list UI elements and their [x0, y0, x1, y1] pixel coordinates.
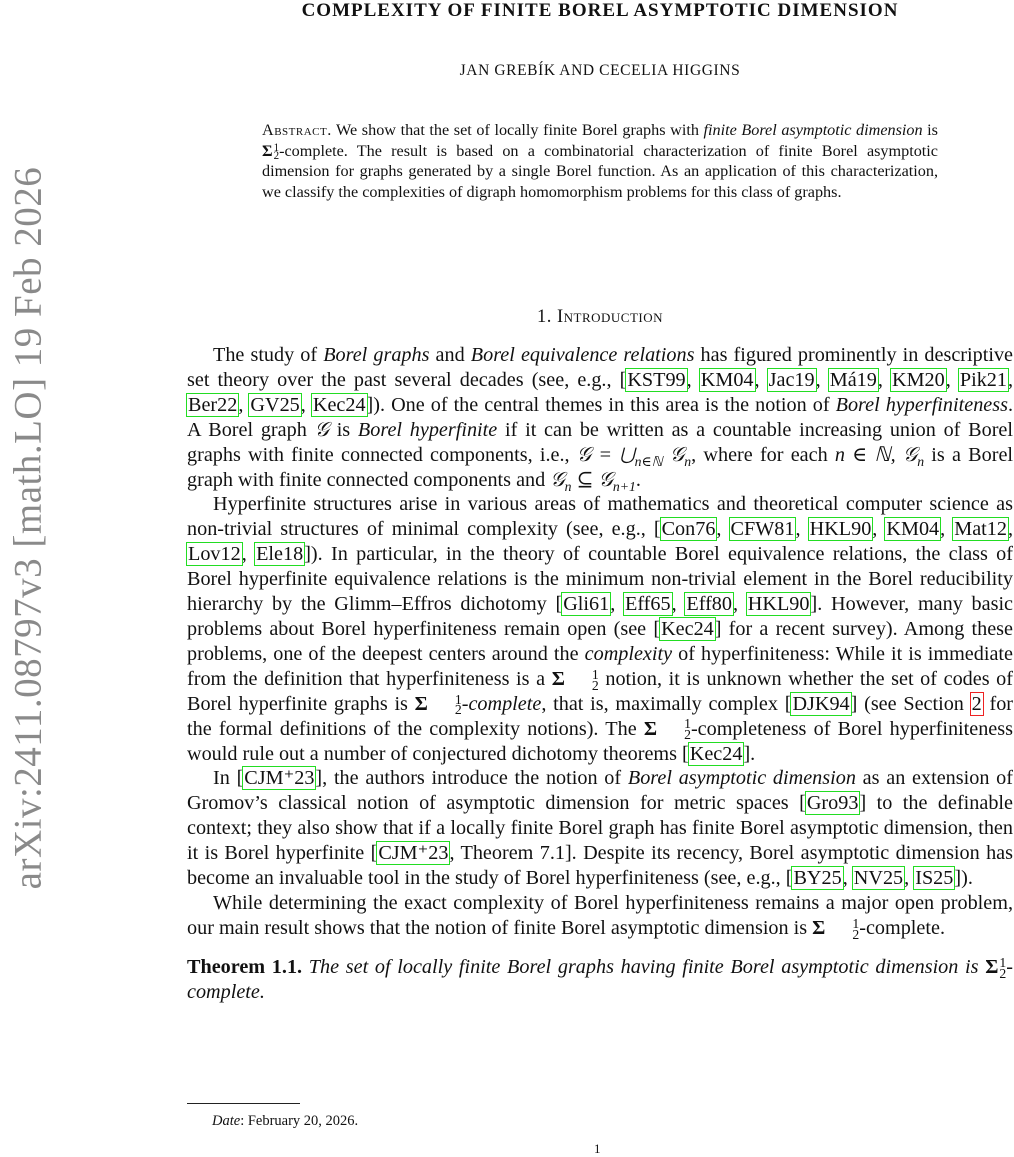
- paragraph: [187, 492, 1013, 766]
- segment: [1008, 518, 1013, 540]
- text-run: ,: [241, 543, 256, 566]
- citation-link[interactable]: Gli61: [563, 593, 610, 616]
- subscript: n∈ℕ: [634, 453, 663, 469]
- segment: [672, 593, 686, 615]
- theorem-1-1: [187, 955, 1013, 1005]
- sigma-symbol: Σ: [414, 692, 428, 715]
- citation-link[interactable]: Ber22: [188, 393, 238, 416]
- text-run: ]. However, many basic problems about Borel hyperfiniteness remain open (see [: [187, 593, 1014, 640]
- subscript: n+1: [612, 478, 636, 494]
- text-run: and: [429, 344, 471, 366]
- subscript: 2: [852, 926, 860, 942]
- emphasis-text: 𝒢: [662, 443, 685, 466]
- segment: [187, 394, 238, 416]
- text-run: for the formal definitions of the complexity notions). The: [187, 692, 1014, 740]
- sup-sub: [429, 691, 462, 718]
- sigma-symbol: Σ: [551, 667, 565, 690]
- citation-link[interactable]: Kec24: [689, 742, 743, 765]
- segment: [1008, 369, 1013, 391]
- subscript: n: [917, 453, 925, 469]
- segment: [662, 443, 692, 469]
- segment: [687, 369, 700, 391]
- segment: [954, 867, 973, 889]
- citation-link[interactable]: HKL90: [747, 593, 810, 616]
- text-run: While determining the exact complexity of Borel hyperfiniteness remains a major open problem, our main result shows that the notion of finite Borel asymptotic dimension is: [187, 891, 1013, 939]
- citation-link[interactable]: IS25: [915, 867, 954, 890]
- superscript: 1: [273, 141, 280, 154]
- segment: [689, 743, 744, 765]
- text-run: The study of: [213, 344, 324, 366]
- emphasis-text: The set of locally finite Borel graphs having finite Borel asymptotic dimension is: [302, 955, 986, 978]
- text-run: ] (see Section: [850, 692, 971, 715]
- subscript: 2: [273, 150, 280, 163]
- segment: [626, 369, 686, 391]
- text-run: ] to the definable context; they also show that if a locally finite Borel graph has finite Borel asymptotic dimension, then it is Borel hyperfinite [: [187, 792, 1013, 865]
- citation-link[interactable]: CJM⁺23: [244, 767, 315, 790]
- paragraph: [187, 891, 1013, 941]
- segment: [213, 767, 243, 789]
- section-heading-introduction: 1. Introduction: [536, 307, 664, 327]
- segment: [262, 121, 332, 139]
- citation-link[interactable]: Kec24: [661, 617, 714, 640]
- segment: [743, 743, 755, 765]
- segment: [704, 121, 923, 139]
- segment: [315, 767, 627, 789]
- segment: [238, 394, 249, 416]
- subscript: n: [684, 453, 692, 469]
- emphasis-text: ⊆ 𝒢: [571, 468, 613, 491]
- text-run: -complete. The result is based on a combinatorial characterization of finite Borel asymptotic dimension for graphs generated by a single Borel function. As an application of this characterization, we classify the complexities of digraph homomorphism problems for this class of graphs.: [262, 141, 938, 201]
- citation-link[interactable]: KM04: [700, 368, 754, 391]
- segment: [904, 867, 914, 889]
- superscript: 1: [591, 666, 599, 682]
- segment: [795, 518, 808, 540]
- segment: [806, 792, 860, 814]
- paragraph: [187, 766, 1013, 891]
- segment: [730, 518, 796, 540]
- citation-link[interactable]: Eff65: [624, 593, 671, 616]
- segment: [262, 141, 280, 163]
- segment: [851, 693, 971, 715]
- text-run: ,: [733, 593, 747, 616]
- segment: [953, 518, 1008, 540]
- footnote-text: : February 20, 2026.: [240, 1113, 359, 1129]
- text-run: ,: [300, 393, 312, 416]
- segment: [468, 693, 541, 715]
- main-text: [187, 343, 1013, 1005]
- segment: [885, 518, 940, 540]
- text-run: as an extension of Gromov’s classical notion of asymptotic dimension for metric spaces [: [187, 767, 1013, 815]
- citation-link[interactable]: Má19: [829, 368, 877, 391]
- segment: [550, 468, 572, 494]
- text-run: if it can be written as a countable increasing union of Borel graphs with finite connected components, i.e.,: [187, 418, 1013, 466]
- text-run: In [: [213, 767, 244, 790]
- sigma-symbol: Σ: [643, 717, 658, 740]
- segment: [940, 518, 953, 540]
- emphasis-text: Borel hyperfiniteness: [835, 393, 1008, 416]
- segment: [187, 956, 302, 978]
- paper-authors: JAN GREBÍK AND CECELIA HIGGINS: [459, 62, 741, 79]
- segment: [812, 915, 860, 942]
- text-run: ,: [238, 393, 250, 416]
- sup-sub: [566, 666, 599, 693]
- segment: [323, 344, 429, 366]
- text-run: has figured prominently in descriptive set theory over the past several decades (see, e.g., [: [187, 344, 1013, 391]
- segment: [829, 369, 878, 391]
- segment: [315, 419, 329, 441]
- segment: [891, 369, 946, 391]
- text-run: ,: [1007, 518, 1014, 541]
- segment: [571, 468, 636, 494]
- segment: [843, 867, 853, 889]
- sigma-symbol: Σ: [812, 916, 826, 939]
- text-run: -complete.: [859, 916, 945, 939]
- paragraph: [187, 343, 1013, 492]
- segment: [541, 693, 791, 715]
- citation-link[interactable]: Lov12: [188, 543, 241, 566]
- citation-link[interactable]: DJK94: [792, 692, 850, 715]
- segment: [834, 443, 925, 469]
- text-run: notion, it is unknown whether the set of codes of Borel hyperfinite graphs is: [187, 667, 1013, 715]
- text-run: ,: [754, 368, 768, 391]
- segment: [685, 593, 733, 615]
- citation-link[interactable]: KST99: [627, 368, 686, 391]
- citation-link[interactable]: Eff80: [686, 593, 732, 616]
- text-run: ,: [610, 593, 624, 616]
- segment: [242, 543, 255, 565]
- subscript: 2: [591, 677, 599, 693]
- segment: [923, 121, 938, 139]
- page-number: 1: [594, 1141, 601, 1156]
- segment: [700, 369, 755, 391]
- segment: [367, 394, 836, 416]
- emphasis-text: 𝒢: [314, 418, 329, 441]
- segment: [792, 867, 842, 889]
- abstract-label: Abstract.: [262, 121, 332, 139]
- citation-link[interactable]: BY25: [793, 867, 842, 890]
- segment: [429, 344, 470, 366]
- text-run: ]). In particular, in the theory of countable Borel equivalence relations, the class of Borel hyperfinite equivalence relations is the minimum non-trivial element in the Borel reducibility hierarchy by the Glimm–Effros dichotomy [: [187, 543, 1014, 616]
- text-run: ,: [872, 518, 886, 541]
- citation-link[interactable]: Kec24: [312, 393, 366, 416]
- segment: [358, 419, 497, 441]
- segment: [329, 419, 358, 441]
- segment: [914, 867, 954, 889]
- footnote-divider: [187, 1103, 300, 1104]
- citation-link[interactable]: Ele18: [256, 543, 304, 566]
- emphasis-text: -complete.: [187, 955, 1013, 1003]
- emphasis-text: 𝒢 = ⋃: [576, 443, 635, 466]
- superscript: 1: [684, 716, 691, 732]
- sigma-symbol: Σ: [262, 141, 273, 160]
- text-run: ,: [686, 368, 700, 391]
- text-run: ,: [716, 518, 730, 541]
- segment: [716, 518, 729, 540]
- segment: [187, 543, 242, 565]
- text-run: , that is, maximally complex [: [541, 692, 792, 715]
- footnote-date: [212, 1113, 358, 1130]
- segment: [959, 369, 1008, 391]
- citation-link[interactable]: GV25: [250, 393, 300, 416]
- citation-link[interactable]: Gro93: [806, 792, 859, 815]
- superscript: 1: [999, 954, 1007, 970]
- text-run: , Theorem 7.1]. Despite its recency, Borel asymptotic dimension has become an invaluable tool in the study of Borel hyperfiniteness (see, e.g., [: [187, 842, 1014, 890]
- emphasis-text: Borel graphs: [323, 344, 430, 366]
- emphasis-text: Borel hyperfinite: [357, 418, 498, 441]
- segment: [551, 666, 599, 693]
- text-run: , where for each: [691, 443, 835, 466]
- segment: [332, 121, 704, 139]
- text-run: ,: [904, 867, 915, 890]
- text-run: -completeness of Borel hyperfiniteness would rule out a number of conjectured dichotomy theorems [: [187, 717, 1013, 765]
- segment: [585, 643, 672, 665]
- segment: [853, 867, 904, 889]
- text-run: ,: [945, 368, 959, 391]
- segment: [733, 593, 747, 615]
- segment: [562, 593, 610, 615]
- segment: [791, 693, 850, 715]
- arxiv-identifier-stamp: arXiv:2411.08797v3 [math.LO] 19 Feb 2026: [6, 166, 50, 890]
- text-run: ,: [815, 368, 829, 391]
- emphasis-text: complexity: [584, 642, 673, 665]
- footnote-label: Date: [212, 1113, 241, 1129]
- segment: [243, 767, 315, 789]
- segment: [816, 369, 829, 391]
- citation-link[interactable]: CJM⁺23: [378, 842, 449, 865]
- emphasis-text: finite Borel asymptotic dimension: [703, 121, 923, 139]
- abstract: [262, 120, 938, 202]
- text-run: ,: [940, 518, 954, 541]
- subscript: n: [564, 478, 572, 494]
- citation-link[interactable]: NV25: [853, 867, 904, 890]
- paper-title: COMPLEXITY OF FINITE BOREL ASYMPTOTIC DIMENSION: [301, 0, 899, 21]
- text-run: ,: [1008, 368, 1014, 391]
- segment: [255, 543, 304, 565]
- segment: [768, 369, 816, 391]
- emphasis-text: Borel equivalence relations: [470, 344, 695, 366]
- citation-link[interactable]: Pik21: [959, 368, 1007, 391]
- text-run: Hyperfinite structures arise in various areas of mathematics and theoretical computer science as non-trivial structures of minimal complexity (see, e.g., [: [187, 493, 1013, 541]
- segment: [643, 716, 691, 743]
- segment: [946, 369, 959, 391]
- text-run: ] for a recent survey). Among these problems, one of the deepest centers around the: [187, 617, 1013, 665]
- emphasis-text: n ∈ ℕ, 𝒢: [834, 443, 918, 466]
- emphasis-text: Borel asymptotic dimension: [627, 767, 856, 790]
- segment: [624, 593, 672, 615]
- segment: [471, 344, 695, 366]
- segment: [301, 394, 312, 416]
- text-run: ]). One of the central themes in this area is the notion of: [366, 393, 836, 416]
- sup-sub: [658, 716, 691, 743]
- segment: [971, 693, 983, 715]
- segment: [872, 518, 885, 540]
- text-run: is: [328, 418, 358, 441]
- emphasis-text: complete: [468, 692, 542, 715]
- segment: [691, 444, 835, 466]
- segment: [610, 593, 624, 615]
- citation-link[interactable]: KM20: [892, 368, 945, 391]
- text-run: ].: [743, 742, 756, 765]
- segment: [262, 142, 938, 201]
- citation-link[interactable]: CFW81: [730, 518, 795, 541]
- citation-link[interactable]: Mat12: [954, 518, 1007, 541]
- citation-link[interactable]: Con76: [661, 518, 716, 541]
- text-run: ,: [877, 368, 892, 391]
- segment: [661, 518, 717, 540]
- segment: [249, 394, 300, 416]
- subscript: 2: [999, 965, 1007, 981]
- text-run: is: [922, 121, 938, 139]
- subscript: 2: [454, 702, 462, 718]
- segment: [985, 954, 1007, 981]
- text-run: ,: [842, 867, 853, 890]
- citation-link[interactable]: KM04: [886, 518, 940, 541]
- segment: [576, 443, 663, 469]
- subscript: 2: [684, 727, 691, 743]
- segment: [377, 842, 449, 864]
- text-run: . A Borel graph: [187, 393, 1014, 441]
- segment: [213, 344, 323, 366]
- citation-link[interactable]: Jac19: [768, 368, 815, 391]
- section-ref-link[interactable]: 2: [971, 692, 982, 715]
- segment: [302, 956, 985, 978]
- segment: [312, 394, 367, 416]
- emphasis-text: 𝒢: [550, 468, 565, 491]
- superscript: 1: [454, 691, 462, 707]
- text-run: We show that the set of locally finite Borel graphs with: [331, 121, 704, 139]
- text-run: .: [635, 468, 641, 491]
- segment: [414, 691, 462, 718]
- sup-sub: [826, 915, 860, 942]
- text-run: ,: [795, 518, 809, 541]
- segment: [747, 593, 811, 615]
- segment: [660, 618, 715, 640]
- text-run: ]).: [954, 867, 973, 890]
- sigma-symbol: Σ: [985, 955, 999, 978]
- segment: [836, 394, 1008, 416]
- segment: [628, 767, 856, 789]
- text-run: -: [461, 692, 469, 715]
- superscript: 1: [852, 915, 860, 931]
- segment: [809, 518, 873, 540]
- segment: [636, 469, 641, 491]
- theorem-label: Theorem 1.1.: [187, 955, 303, 978]
- text-run: of hyperfiniteness: While it is immediate from the definition that hyperfiniteness is a: [187, 642, 1013, 690]
- text-run: ], the authors introduce the notion of: [315, 767, 628, 790]
- text-run: is a Borel graph with finite connected components and: [187, 443, 1014, 491]
- text-run: ,: [671, 593, 686, 616]
- citation-link[interactable]: HKL90: [809, 518, 872, 541]
- segment: [859, 917, 945, 939]
- segment: [755, 369, 768, 391]
- segment: [878, 369, 891, 391]
